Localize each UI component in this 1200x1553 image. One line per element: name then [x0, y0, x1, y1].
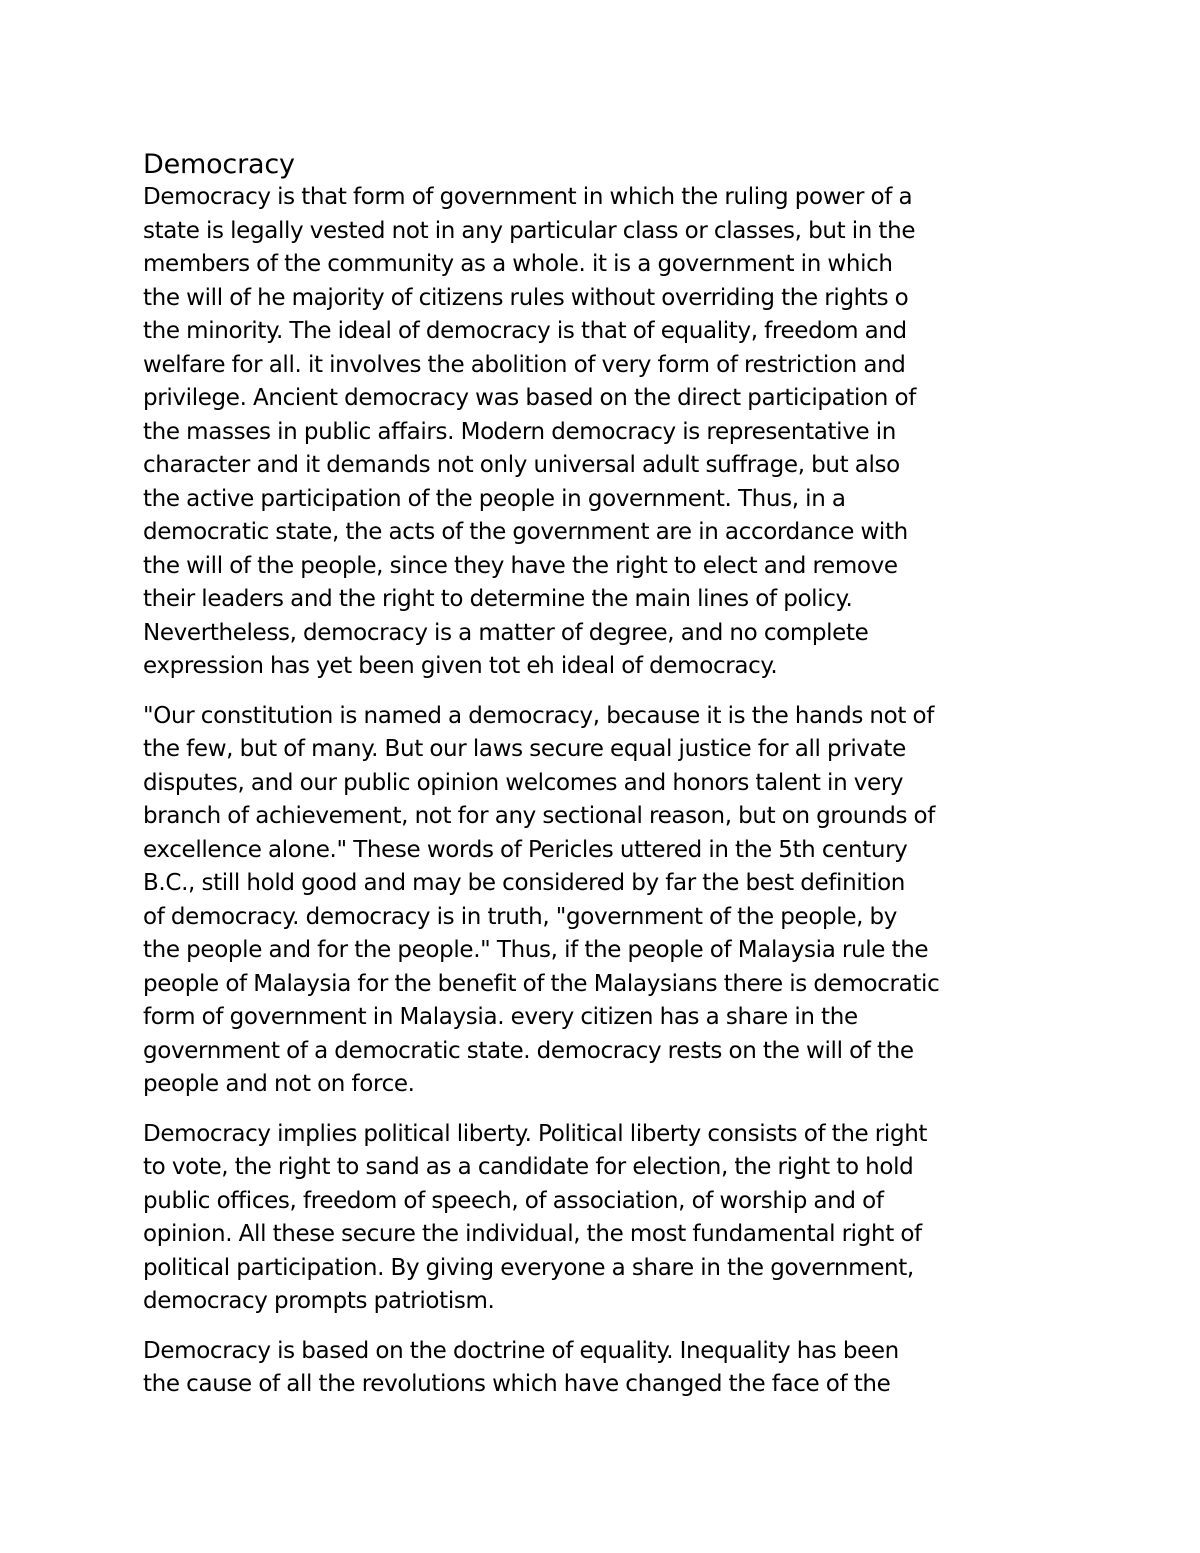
text-line: the active participation of the people in government. Thus, in a: [143, 485, 846, 512]
text-line: people of Malaysia for the benefit of the Malaysians there is democratic: [143, 970, 940, 997]
text-line: democracy prompts patriotism.: [143, 1288, 495, 1314]
text-line: Democracy implies political liberty. Political liberty consists of the right: [143, 1120, 928, 1147]
text-line: the masses in public affairs. Modern democracy is representative in: [143, 418, 896, 445]
text-line: disputes, and our public opinion welcomes and honors talent in very: [143, 769, 904, 796]
text-line: their leaders and the right to determine the main lines of policy.: [143, 586, 853, 612]
text-line: the will of he majority of citizens rules without overriding the rights o: [143, 284, 909, 311]
text-line: members of the community as a whole. it is a government in which: [143, 251, 893, 277]
text-line: the cause of all the revolutions which have changed the face of the: [143, 1371, 891, 1397]
text-line: to vote, the right to sand as a candidate for election, the right to hold: [143, 1154, 914, 1180]
document-page: [143, 148, 1073, 1418]
text-line: the few, but of many. But our laws secure equal justice for all private: [143, 736, 906, 762]
text-line: state is legally vested not in any particular class or classes, but in the: [143, 217, 916, 244]
text-line: form of government in Malaysia. every citizen has a share in the: [143, 1004, 858, 1030]
text-line: the will of the people, since they have the right to elect and remove: [143, 552, 898, 579]
document-title: Democracy: [143, 149, 295, 180]
text-line: excellence alone." These words of Pericles uttered in the 5th century: [143, 836, 908, 863]
text-line: Nevertheless, democracy is a matter of degree, and no complete: [143, 619, 869, 646]
text-line: privilege. Ancient democracy was based on the direct participation of: [143, 385, 916, 411]
text-line: Democracy is based on the doctrine of equality. Inequality has been: [143, 1337, 899, 1364]
text-line: "Our constitution is named a democracy, because it is the hands not of: [143, 702, 934, 729]
text-line: welfare for all. it involves the abolition of very form of restriction and: [143, 351, 906, 378]
text-line: character and it demands not only universal adult suffrage, but also: [143, 452, 900, 478]
paragraph-political-liberty: [143, 1118, 1073, 1319]
text-line: public offices, freedom of speech, of association, of worship and of: [143, 1187, 884, 1214]
paragraph-equality: [143, 1335, 1073, 1402]
text-line: expression has yet been given tot eh ideal of democracy.: [143, 653, 778, 679]
paragraph-pericles-quote: [143, 700, 1073, 1102]
paragraph-definition: [143, 181, 1073, 684]
text-line: people and not on force.: [143, 1071, 415, 1097]
text-line: the minority. The ideal of democracy is that of equality, freedom and: [143, 318, 907, 344]
text-line: government of a democratic state. democracy rests on the will of the: [143, 1037, 914, 1064]
text-line: the people and for the people." Thus, if the people of Malaysia rule the: [143, 937, 929, 963]
text-line: of democracy. democracy is in truth, "government of the people, by: [143, 903, 898, 930]
text-line: opinion. All these secure the individual, the most fundamental right of: [143, 1221, 922, 1247]
text-line: branch of achievement, not for any sectional reason, but on grounds of: [143, 803, 936, 829]
text-line: Democracy is that form of government in which the ruling power of a: [143, 184, 913, 210]
text-line: political participation. By giving everyone a share in the government,: [143, 1254, 914, 1281]
text-line: democratic state, the acts of the government are in accordance with: [143, 519, 908, 545]
text-line: B.C., still hold good and may be considered by far the best definition: [143, 870, 906, 896]
